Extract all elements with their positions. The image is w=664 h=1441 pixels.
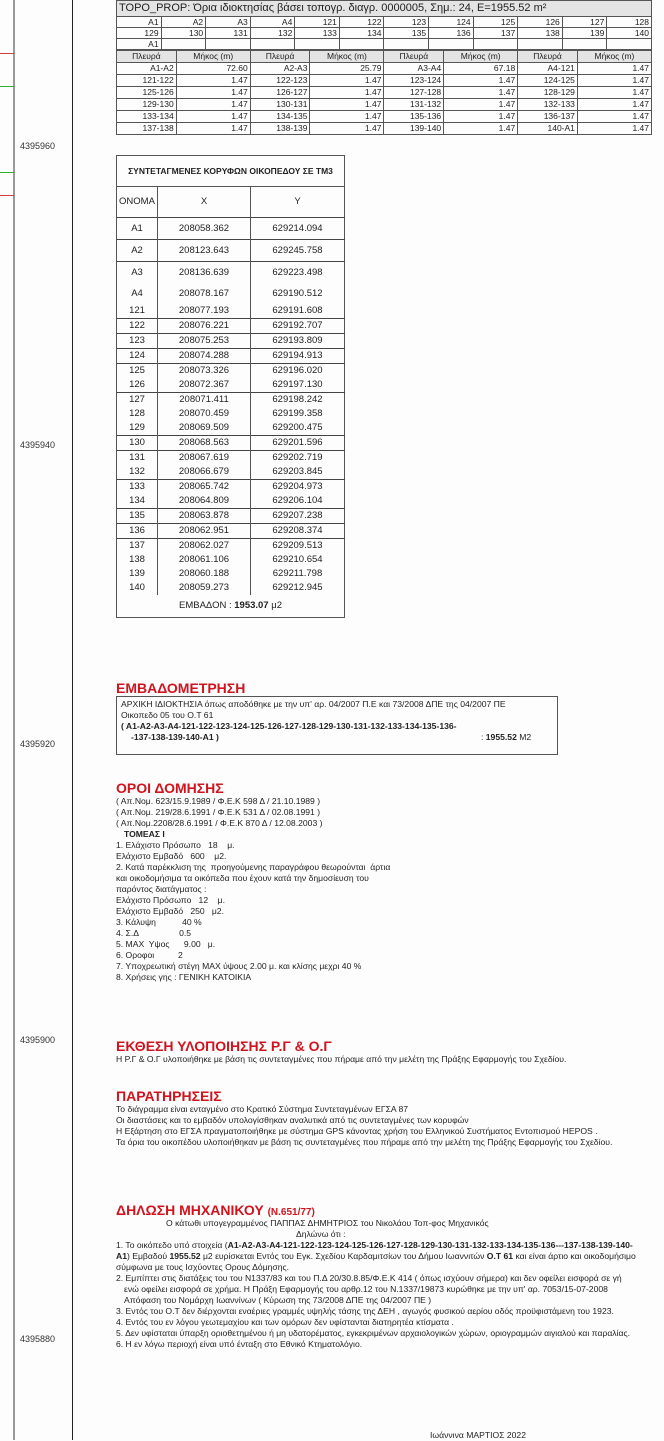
declaration-item: 2. Εμπίπτει στις διατάξεις του του Ν1337/83 και του Π.Δ 20/30.8.85/Φ.Ε.Κ 414 ( όπως ισχύουν σήμερα) και δεν οφείλει εισφορά σε γή ενώ οφείλει εισφορά σε χρήμα. Η Πράξη Εφαρμογής του αρθρ.12 του Ν.1337/19873 κυρώθηκε με την υπ' αρ. 7053/15-07-2008 Απόφαση του Νομάρχη Ιωαννίνων ( Κύρωση της 73/2008 ΔΠΕ της 04/2007 ΠΕ ) [116,1273,622,1305]
point-cell: 129 [117,28,162,39]
point-cell [384,39,429,50]
term-item: 6. Οροφοι 2 [116,950,183,960]
table-row [117,539,345,554]
name-cell: A3 [117,262,158,284]
northing-label: 4395940 [20,440,56,450]
term-item: 5. ΜΑΧ Υψος 9.00 μ. [116,939,216,949]
table-row [117,480,345,495]
table-row [117,451,345,466]
y-cell: 629197.130 [251,378,345,393]
table-row [117,465,345,480]
x-cell: 208123.643 [158,240,251,262]
northing-label: 4395900 [20,1035,56,1045]
length-cell: 67.18 [444,63,518,75]
text-line: ( A1-A2-A3-A4-121-122-123-124-125-126-127-128-129-130-131-132-133-134-135-136- [121,721,457,731]
table-row [117,99,652,111]
side-cell: 130-131 [250,99,310,111]
y-cell: 629199.358 [251,407,345,421]
x-cell: 208078.167 [158,283,251,304]
northing-label: 4395920 [20,739,56,749]
y-cell: 629245.758 [251,240,345,262]
area-value: 1953.07 [234,600,269,611]
side-cell: 138-139 [250,123,310,135]
side-cell: 134-135 [250,111,310,123]
law-ref: ( Απ.Νομ. 623/15.9.1989 / Φ.Ε.Κ 598 Δ / 21.10.1989 ) [116,796,321,806]
term-item: Ελάχιστο Εμβαδό 250 μ2. [116,906,224,916]
point-cell: 134 [339,28,384,39]
table-row [117,436,345,451]
text-line: Οικοπεδο 05 του Ο.Τ 61 [121,710,214,720]
coordinates-title: ΣΥΝΤΕΤΑΓΜΕΝΕΣ ΚΟΡΥΦΩΝ ΟΙΚΟΠΕΔΟΥ ΣΕ ΤΜ3 [117,156,345,187]
table-row [117,378,345,393]
term-item: 4. Σ.Δ 0.5 [116,928,192,938]
y-cell: 629206.104 [251,494,345,509]
boundary-line-red [0,53,14,54]
area-box: ΑΡΧΙΚΗ ΙΔΙΟΚΤΗΣΙΑ όπως αποδόθηκε με την υπ' αρ. 04/2007 Π.Ε και 73/2008 ΔΠΕ της 04/2007 ΠΕ Οικοπεδο 05 του Ο.Τ 61 ( A1-A2-A3-A4-121-122-123-124-125-126-127-128-129-130-131-132-133-134-135-136- -137-138-139-140-A1 ) : 1955.52 M2 [116,696,558,755]
name-cell: 129 [117,421,158,436]
x-cell: 208059.273 [158,581,251,595]
point-cell: 121 [295,17,340,28]
side-cell: 132-133 [518,99,578,111]
x-cell: 208066.679 [158,465,251,480]
section-dilosi [116,1202,636,1350]
term-item: 3. Κάλυψη 40 % [116,917,202,927]
name-cell: 127 [117,393,158,408]
side-cell: 128-129 [518,87,578,99]
y-cell: 629200.475 [251,421,345,436]
table-row [117,218,345,240]
note-line: Τα όρια του οικοπέδου υλοποιήθηκαν με βάση τις συντεταγμένες που πήραμε από την μελέτη της Πράξης Εφαρμογής του Σχεδίου. [116,1137,613,1147]
x-cell: 208065.742 [158,480,251,495]
point-cell: 136 [429,28,474,39]
x-cell: 208062.951 [158,524,251,539]
table-row [117,364,345,379]
x-cell: 208061.106 [158,553,251,567]
side-cell: A2-A3 [250,63,310,75]
length-cell: 1.47 [310,75,384,87]
point-cell: 133 [295,28,340,39]
table-row [117,524,345,539]
side-cell: 137-138 [117,123,177,135]
side-cell: 136-137 [518,111,578,123]
side-lengths-table [116,50,652,135]
side-cell: 126-127 [250,87,310,99]
x-cell: 208077.193 [158,304,251,319]
name-cell: 132 [117,465,158,480]
text-line: -137-138-139-140-A1 ) [131,732,219,742]
length-cell: 1.47 [577,75,651,87]
sector-label: ΤΟΜΕΑΣ Ι [124,829,165,839]
point-cell [607,39,652,50]
table-row [117,509,345,524]
point-cell: 138 [518,28,563,39]
col-header: Y [251,187,345,218]
table-row [117,283,345,304]
y-cell: 629196.020 [251,364,345,379]
section-oroi-domisis [116,780,390,983]
term-item: Ελάχιστο Εμβαδό 600 μ2. [116,851,227,861]
note-line: Το διάγραμμα είναι ενταγμένο στο Κρατικό Σύστημα Συντεταγμένων ΕΓΣΑ 87 [116,1104,409,1114]
x-cell: 208060.188 [158,567,251,581]
table-row [117,407,345,421]
side-cell: 123-124 [384,75,444,87]
name-cell: 137 [117,539,158,554]
term-item: παρόντος διατάγματος : [116,884,207,894]
x-cell: 208063.878 [158,509,251,524]
x-cell: 208064.809 [158,494,251,509]
item-1: 1. Το οικόπεδο υπό στοιχεία (A1-A2-A3-A4-121-122-123-124-125-126-127-128-129-130-131-132-133-134-135-136---137-138-139-140-A1) Εμβαδού 1955.52 μ2 ευρίσκεται Εντός του Εγκ. Σχεδίου Καρδαμιτσίων του Δήμου Ιωαννιτών Ο.Τ 61 και είναι άρτιο και οικοδομήσιμο σύμφωνα με τους Ισχύοντες Ορους Δόμησης. [116,1240,636,1272]
section-title: ΠΑΡΑΤΗΡΗΣΕΙΣ [116,1088,222,1104]
table-row [117,393,345,408]
point-cell: 126 [518,17,563,28]
col-header: Μήκος (m) [176,51,250,63]
point-cell: A3 [206,17,251,28]
side-cell: 140-A1 [518,123,578,135]
length-cell: 1.47 [310,123,384,135]
term-item: 2. Κατά παρέκκλιση της προηγούμενης παραγράφου θεωρούνται άρτια [116,862,391,872]
point-cell: A4 [250,17,295,28]
term-item: Ελάχιστο Πρόσωπο 12 μ. [116,895,225,905]
col-header: X [158,187,251,218]
x-cell: 208067.619 [158,451,251,466]
y-cell: 629203.845 [251,465,345,480]
point-cell: 140 [607,28,652,39]
point-cell: 122 [339,17,384,28]
boundary-points-table [116,0,652,50]
name-cell: 136 [117,524,158,539]
table-row [117,123,652,135]
point-cell: 123 [384,17,429,28]
table-title: TOPO_PROP: Όρια ιδιοκτησίας βάσει τοπογρ. διαγρ. 0000005, Σημ.: 24, E=1955.52 m² [117,1,652,17]
x-cell: 208070.459 [158,407,251,421]
length-cell: 1.47 [444,111,518,123]
y-cell: 629191.608 [251,304,345,319]
table-row [117,304,345,319]
declare: Δηλώνω ότι : [296,1229,346,1239]
point-cell [429,39,474,50]
name-cell: 135 [117,509,158,524]
side-cell: 125-126 [117,87,177,99]
law-ref: ( Απ.Νομ.2208/28.6.1991 / Φ.Ε.Κ 870 Δ / 12.08.2003 ) [116,818,323,828]
name-cell: 131 [117,451,158,466]
y-cell: 629214.094 [251,218,345,240]
law-ref: (Ν.651/77) [267,1207,315,1218]
col-header: Μήκος (m) [310,51,384,63]
point-cell: 130 [161,28,206,39]
y-cell: 629208.374 [251,524,345,539]
section-paratiriseis [116,1088,636,1148]
y-cell: 629201.596 [251,436,345,451]
length-cell: 72.60 [176,63,250,75]
table-row [117,349,345,364]
name-cell: 125 [117,364,158,379]
length-cell: 25.79 [310,63,384,75]
side-cell: 122-123 [250,75,310,87]
x-cell: 208136.639 [158,262,251,284]
boundary-line-red [0,195,14,196]
boundary-line-green [0,172,14,173]
x-cell: 208072.367 [158,378,251,393]
point-cell: 139 [562,28,607,39]
length-cell: 1.47 [310,99,384,111]
name-cell: 121 [117,304,158,319]
name-cell: 128 [117,407,158,421]
grid-line [13,0,15,1440]
area-unit: M2 [519,732,532,742]
length-cell: 1.47 [577,87,651,99]
point-cell: 137 [473,28,518,39]
side-cell: 124-125 [518,75,578,87]
length-cell: 1.47 [176,99,250,111]
y-cell: 629204.973 [251,480,345,495]
area-unit: μ2 [268,600,282,611]
side-cell: 129-130 [117,99,177,111]
area-value: 1955.52 [485,732,517,742]
x-cell: 208073.326 [158,364,251,379]
point-cell: 131 [206,28,251,39]
text-line: ΑΡΧΙΚΗ ΙΔΙΟΚΤΗΣΙΑ όπως αποδόθηκε με την υπ' αρ. 04/2007 Π.Ε και 73/2008 ΔΠΕ της 04/2007 ΠΕ [121,699,506,709]
point-cell: 132 [250,28,295,39]
note-line: Οι διαστάσεις και το εμβαδόν υπολογίσθηκαν αναλυτικά από τις συντεταγμένες των κορυφών [116,1115,469,1125]
section-ekthesi [116,1038,646,1065]
point-cell [562,39,607,50]
name-cell: A2 [117,240,158,262]
y-cell: 629223.498 [251,262,345,284]
x-cell: 208069.509 [158,421,251,436]
table-row [117,111,652,123]
boundary-line-green [0,86,14,87]
name-cell: 134 [117,494,158,509]
x-cell: 208076.221 [158,319,251,334]
length-cell: 1.47 [444,123,518,135]
declaration-item: 5. Δεν υφίσταται ύπαρξη οριοθετημένου ή μη υδατορέματος, εγκεκριμένων αρχαιολογικών χώρων, οριογραμμών αιγιαλού και παραλίας. [116,1328,631,1338]
name-cell: 123 [117,334,158,349]
name-cell: A4 [117,283,158,304]
point-cell [518,39,563,50]
point-cell: A2 [161,17,206,28]
y-cell: 629212.945 [251,581,345,595]
col-header: Πλευρά [384,51,444,63]
point-cell: 124 [429,17,474,28]
table-row [117,494,345,509]
point-cell: 125 [473,17,518,28]
x-cell: 208068.563 [158,436,251,451]
term-item: 7. Υποχρεωτική στέγη ΜΑΧ ύψους 2.00 μ. και κλίσης μεχρι 40 % [116,961,362,971]
x-cell: 208058.362 [158,218,251,240]
point-cell [339,39,384,50]
term-item: και οικοδομήσιμα τα οικόπεδα που έχουν κατά την δημοσίευση του [116,873,369,883]
length-cell: 1.47 [577,63,651,75]
point-cell: 135 [384,28,429,39]
length-cell: 1.47 [444,99,518,111]
point-cell: A1 [117,17,162,28]
table-row [117,553,345,567]
point-cell [295,39,340,50]
side-cell: A3-A4 [384,63,444,75]
table-row [117,567,345,581]
side-cell: 135-136 [384,111,444,123]
name-cell: 140 [117,581,158,595]
point-cell: 127 [562,17,607,28]
y-cell: 629192.707 [251,319,345,334]
point-cell: A1 [117,39,162,50]
length-cell: 1.47 [176,75,250,87]
declaration-item: 6. Η εν λόγω περιοχή είναι υπό ένταξη στο Εθνικό Κτηματολόγιο. [116,1339,363,1349]
length-cell: 1.47 [310,87,384,99]
y-cell: 629202.719 [251,451,345,466]
coordinates-table [116,155,345,618]
side-cell: A4-121 [518,63,578,75]
term-item: 8. Χρήσεις γης : ΓΕΝΙΚΗ ΚΑΤΟΙΚΙΑ [116,972,252,982]
y-cell: 629194.913 [251,349,345,364]
name-cell: 122 [117,319,158,334]
length-cell: 1.47 [176,111,250,123]
col-header: Μήκος (m) [577,51,651,63]
length-cell: 1.47 [577,111,651,123]
length-cell: 1.47 [310,111,384,123]
northing-label: 4395960 [20,141,56,151]
y-cell: 629207.238 [251,509,345,524]
col-header: Πλευρά [518,51,578,63]
table-row [117,334,345,349]
length-cell: 1.47 [176,87,250,99]
side-cell: 127-128 [384,87,444,99]
side-cell: 133-134 [117,111,177,123]
section-title: ΕΜΒΑΔΟΜΕΤΡΗΣΗ [116,680,246,696]
area-total [117,595,345,618]
table-row [117,581,345,595]
table-row [117,262,345,284]
frame-line [72,0,73,1440]
col-header: Πλευρά [250,51,310,63]
col-header: Πλευρά [117,51,177,63]
x-cell: 208062.027 [158,539,251,554]
point-cell [206,39,251,50]
y-cell: 629209.513 [251,539,345,554]
name-cell: 124 [117,349,158,364]
area-label: ΕΜΒΑΔΟΝ : [179,600,235,611]
name-cell: 130 [117,436,158,451]
table-row [117,319,345,334]
length-cell: 1.47 [444,87,518,99]
y-cell: 629190.512 [251,283,345,304]
side-cell: 139-140 [384,123,444,135]
y-cell: 629198.242 [251,393,345,408]
point-cell [250,39,295,50]
y-cell: 629211.798 [251,567,345,581]
x-cell: 208074.288 [158,349,251,364]
side-cell: 121-122 [117,75,177,87]
x-cell: 208075.253 [158,334,251,349]
name-cell: A1 [117,218,158,240]
table-row [117,240,345,262]
text-line: Η Ρ.Γ & Ο.Γ υλοποιήθηκε με βάση τις συντεταγμένες που πήραμε από την μελέτη της Πράξης Εφαρμογής του Σχεδίου. [116,1054,567,1064]
side-cell: A1-A2 [117,63,177,75]
name-cell: 138 [117,553,158,567]
term-item: 1. Ελάχιστο Πρόσωπο 18 μ. [116,840,235,850]
table-row [117,17,652,28]
point-cell: 128 [607,17,652,28]
section-embadometrisi [116,680,558,755]
x-cell: 208071.411 [158,393,251,408]
table-row [117,87,652,99]
declaration-item: 4. Εντός του εν λόγου γεωτεμαχίου και των ομόρων δεν υφίστανται διατηρητέα κτίσματα . [116,1317,454,1327]
section-title: ΕΚΘΕΣΗ ΥΛΟΠΟΙΗΣΗΣ Ρ.Γ & Ο.Γ [116,1038,332,1054]
northing-label: 4395880 [20,1334,56,1344]
length-cell: 1.47 [577,99,651,111]
point-cell [161,39,206,50]
law-ref: ( Απ.Νομ. 219/28.6.1991 / Φ.Ε.Κ 531 Δ / 02.08.1991 ) [116,807,321,817]
y-cell: 629193.809 [251,334,345,349]
side-cell: 131-132 [384,99,444,111]
section-title: ΟΡΟΙ ΔΟΜΗΣΗΣ [116,780,224,796]
section-title: ΔΗΛΩΣΗ ΜΗΧΑΝΙΚΟΥ [116,1202,264,1218]
table-row [117,421,345,436]
table-row [117,75,652,87]
col-header: Μήκος (m) [444,51,518,63]
length-cell: 1.47 [444,75,518,87]
name-cell: 139 [117,567,158,581]
table-row [117,28,652,39]
table-row [117,39,652,50]
name-cell: 126 [117,378,158,393]
point-cell [473,39,518,50]
y-cell: 629210.654 [251,553,345,567]
place-date: Ιωάννινα ΜΑΡΤΙΟΣ 2022 [430,1430,526,1440]
intro: Ο κάτωθι υπογεγραμμένος ΠΑΠΠΑΣ ΔΗΜΗΤΡΙΟΣ του Νικολάου Τοπ-φος Μηχανικός [166,1218,489,1228]
declaration-item: 3. Εντός του Ο.Τ δεν διέρχονται εναέριες γραμμές υψηλής τάσης της ΔΕΗ , αγωγός φυσικού αερίου οδός προϋφιστάμενη του 1923. [116,1306,614,1316]
name-cell: 133 [117,480,158,495]
length-cell: 1.47 [176,123,250,135]
length-cell: 1.47 [577,123,651,135]
table-row [117,63,652,75]
note-line: Η Εξάρτηση στο ΕΓΣΑ πραγματοποιήθηκε με σύστημα GPS κάνοντας χρήση του Ελληνικού Συστήματος Εντοπισμού HEPOS . [116,1126,598,1136]
col-header: ΟΝΟΜΑ [117,187,158,218]
